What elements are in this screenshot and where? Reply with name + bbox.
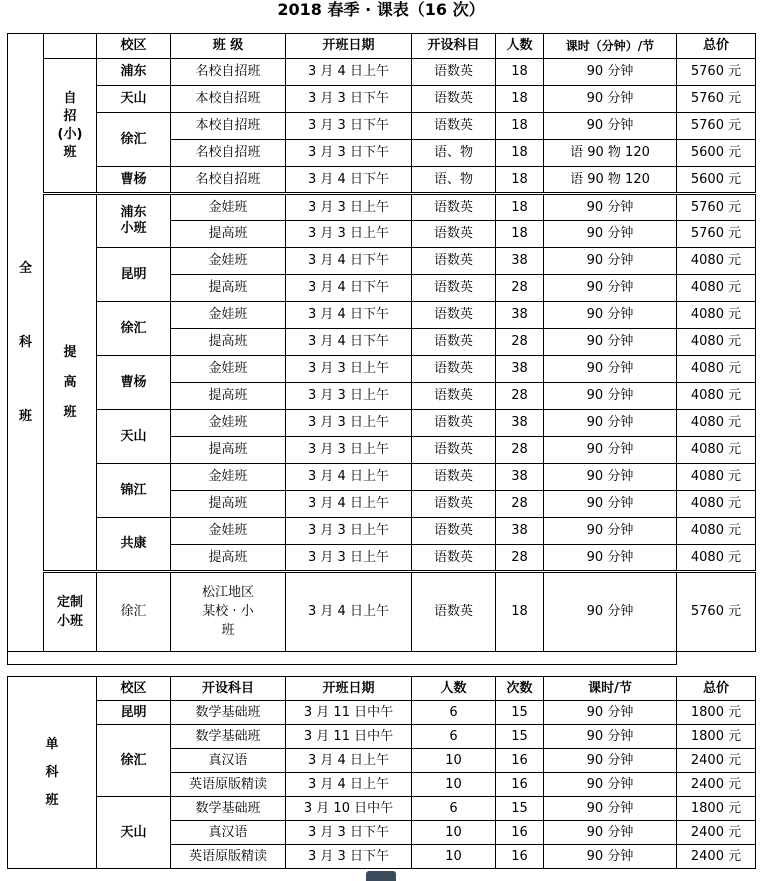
duration-cell: 90 分钟 bbox=[544, 821, 677, 845]
price-cell: 4080 元 bbox=[677, 329, 756, 356]
class-cell: 提高班 bbox=[171, 545, 286, 572]
table-row bbox=[8, 167, 756, 194]
subject-cell: 数学基础班 bbox=[171, 797, 286, 821]
class-cell: 名校自招班 bbox=[171, 59, 286, 86]
campus-cell: 锦江 bbox=[97, 464, 171, 518]
count-cell: 18 bbox=[496, 221, 544, 248]
table-row bbox=[8, 518, 756, 545]
class-cell: 名校自招班 bbox=[171, 140, 286, 167]
price-cell: 4080 元 bbox=[677, 545, 756, 572]
count-cell: 38 bbox=[496, 248, 544, 275]
count-cell: 28 bbox=[496, 545, 544, 572]
column-header: 总价 bbox=[677, 677, 756, 701]
price-cell: 5760 元 bbox=[677, 194, 756, 221]
duration-cell: 90 分钟 bbox=[544, 749, 677, 773]
column-header: 次数 bbox=[496, 677, 544, 701]
price-cell: 4080 元 bbox=[677, 518, 756, 545]
duration-cell: 90 分钟 bbox=[544, 410, 677, 437]
price-cell: 1800 元 bbox=[677, 797, 756, 821]
subject-cell: 语数英 bbox=[412, 329, 496, 356]
table-row bbox=[8, 464, 756, 491]
price-cell: 5760 元 bbox=[677, 59, 756, 86]
duration-cell: 90 分钟 bbox=[544, 329, 677, 356]
price-cell: 5600 元 bbox=[677, 140, 756, 167]
date-cell: 3 月 3 日下午 bbox=[286, 821, 412, 845]
class-cell: 提高班 bbox=[171, 383, 286, 410]
class-cell: 金娃班 bbox=[171, 518, 286, 545]
price-cell: 1800 元 bbox=[677, 701, 756, 725]
times-cell: 15 bbox=[496, 725, 544, 749]
full-group-label: 全 科 班 bbox=[8, 34, 44, 652]
subject-cell: 英语原版精读 bbox=[171, 845, 286, 869]
subject-cell: 真汉语 bbox=[171, 821, 286, 845]
duration-cell: 90 分钟 bbox=[544, 797, 677, 821]
column-header: 开班日期 bbox=[286, 34, 412, 59]
campus-cell: 徐汇 bbox=[97, 725, 171, 797]
price-cell: 4080 元 bbox=[677, 302, 756, 329]
count-cell: 38 bbox=[496, 356, 544, 383]
price-cell: 4080 元 bbox=[677, 410, 756, 437]
table-row bbox=[8, 34, 756, 59]
count-cell: 18 bbox=[496, 167, 544, 194]
price-cell: 5760 元 bbox=[677, 221, 756, 248]
date-cell: 3 月 3 日下午 bbox=[286, 140, 412, 167]
price-cell: 4080 元 bbox=[677, 491, 756, 518]
duration-cell: 90 分钟 bbox=[544, 491, 677, 518]
duration-cell: 90 分钟 bbox=[544, 275, 677, 302]
column-header: 班 级 bbox=[171, 34, 286, 59]
column-header: 总价 bbox=[677, 34, 756, 59]
duration-cell: 90 分钟 bbox=[544, 572, 677, 652]
price-cell: 4080 元 bbox=[677, 356, 756, 383]
count-cell: 10 bbox=[412, 821, 496, 845]
single-group-label: 单 科 班 bbox=[8, 677, 97, 869]
campus-cell: 徐汇 bbox=[97, 572, 171, 652]
class-cell: 金娃班 bbox=[171, 302, 286, 329]
column-header: 校区 bbox=[97, 34, 171, 59]
date-cell: 3 月 3 日上午 bbox=[286, 356, 412, 383]
class-cell: 松江地区 某校 · 小 班 bbox=[171, 572, 286, 652]
duration-cell: 90 分钟 bbox=[544, 701, 677, 725]
date-cell: 3 月 3 日上午 bbox=[286, 545, 412, 572]
table-row bbox=[8, 113, 756, 140]
table-row bbox=[8, 302, 756, 329]
count-cell: 28 bbox=[496, 437, 544, 464]
class-cell: 金娃班 bbox=[171, 464, 286, 491]
subject-cell: 英语原版精读 bbox=[171, 773, 286, 797]
date-cell: 3 月 4 日上午 bbox=[286, 773, 412, 797]
subject-cell: 语数英 bbox=[412, 302, 496, 329]
campus-cell: 徐汇 bbox=[97, 302, 171, 356]
table-row bbox=[8, 797, 756, 821]
class-cell: 本校自招班 bbox=[171, 86, 286, 113]
times-cell: 16 bbox=[496, 821, 544, 845]
price-cell: 5760 元 bbox=[677, 113, 756, 140]
class-cell: 金娃班 bbox=[171, 248, 286, 275]
duration-cell: 90 分钟 bbox=[544, 725, 677, 749]
campus-cell: 浦东 小班 bbox=[97, 194, 171, 248]
class-cell: 金娃班 bbox=[171, 356, 286, 383]
date-cell: 3 月 4 日上午 bbox=[286, 749, 412, 773]
subject-cell: 语数英 bbox=[412, 572, 496, 652]
table-row bbox=[8, 248, 756, 275]
count-cell: 10 bbox=[412, 749, 496, 773]
spacer-cell bbox=[8, 652, 677, 665]
class-cell: 提高班 bbox=[171, 221, 286, 248]
duration-cell: 90 分钟 bbox=[544, 845, 677, 869]
column-header: 课时（分钟）/节 bbox=[544, 34, 677, 59]
duration-cell: 90 分钟 bbox=[544, 518, 677, 545]
date-cell: 3 月 3 日上午 bbox=[286, 410, 412, 437]
subject-cell: 语数英 bbox=[412, 410, 496, 437]
duration-cell: 90 分钟 bbox=[544, 383, 677, 410]
price-cell: 1800 元 bbox=[677, 725, 756, 749]
price-cell: 4080 元 bbox=[677, 464, 756, 491]
subject-cell: 真汉语 bbox=[171, 749, 286, 773]
date-cell: 3 月 10 日中午 bbox=[286, 797, 412, 821]
subject-cell: 语数英 bbox=[412, 86, 496, 113]
count-cell: 38 bbox=[496, 464, 544, 491]
duration-cell: 90 分钟 bbox=[544, 464, 677, 491]
duration-cell: 90 分钟 bbox=[544, 356, 677, 383]
single-subject-table bbox=[7, 676, 756, 869]
date-cell: 3 月 4 日下午 bbox=[286, 248, 412, 275]
count-cell: 10 bbox=[412, 773, 496, 797]
subject-cell: 语数英 bbox=[412, 221, 496, 248]
class-cell: 提高班 bbox=[171, 437, 286, 464]
date-cell: 3 月 3 日下午 bbox=[286, 86, 412, 113]
duration-cell: 90 分钟 bbox=[544, 113, 677, 140]
date-cell: 3 月 4 日上午 bbox=[286, 464, 412, 491]
campus-cell: 天山 bbox=[97, 410, 171, 464]
subject-cell: 语数英 bbox=[412, 464, 496, 491]
page-title: 2018 春季 · 课表（16 次） bbox=[277, 0, 485, 19]
duration-cell: 90 分钟 bbox=[544, 86, 677, 113]
count-cell: 38 bbox=[496, 410, 544, 437]
times-cell: 16 bbox=[496, 845, 544, 869]
date-cell: 3 月 3 日上午 bbox=[286, 383, 412, 410]
count-cell: 18 bbox=[496, 86, 544, 113]
custom-label: 定制 小班 bbox=[44, 572, 97, 652]
class-cell: 金娃班 bbox=[171, 194, 286, 221]
full-subject-table bbox=[7, 33, 756, 665]
column-header: 人数 bbox=[412, 677, 496, 701]
date-cell: 3 月 4 日下午 bbox=[286, 167, 412, 194]
table-row bbox=[8, 572, 756, 652]
count-cell: 6 bbox=[412, 797, 496, 821]
class-cell: 金娃班 bbox=[171, 410, 286, 437]
date-cell: 3 月 3 日上午 bbox=[286, 518, 412, 545]
subject-cell: 语数英 bbox=[412, 491, 496, 518]
subject-cell: 语数英 bbox=[412, 248, 496, 275]
table-row bbox=[8, 59, 756, 86]
table-row bbox=[8, 677, 756, 701]
price-cell: 2400 元 bbox=[677, 773, 756, 797]
table-row bbox=[8, 86, 756, 113]
column-header: 人数 bbox=[496, 34, 544, 59]
date-cell: 3 月 3 日下午 bbox=[286, 845, 412, 869]
count-cell: 38 bbox=[496, 302, 544, 329]
date-cell: 3 月 11 日中午 bbox=[286, 725, 412, 749]
date-cell: 3 月 4 日下午 bbox=[286, 329, 412, 356]
table-row bbox=[8, 701, 756, 725]
column-header: 开设科目 bbox=[412, 34, 496, 59]
subject-cell: 语、物 bbox=[412, 167, 496, 194]
subject-cell: 语数英 bbox=[412, 356, 496, 383]
count-cell: 18 bbox=[496, 194, 544, 221]
duration-cell: 90 分钟 bbox=[544, 194, 677, 221]
price-cell: 2400 元 bbox=[677, 749, 756, 773]
date-cell: 3 月 4 日下午 bbox=[286, 302, 412, 329]
duration-cell: 语 90 物 120 bbox=[544, 140, 677, 167]
duration-cell: 90 分钟 bbox=[544, 302, 677, 329]
table-row bbox=[8, 652, 756, 665]
subject-cell: 语数英 bbox=[412, 518, 496, 545]
count-cell: 6 bbox=[412, 725, 496, 749]
duration-cell: 90 分钟 bbox=[544, 773, 677, 797]
class-cell: 提高班 bbox=[171, 491, 286, 518]
subject-cell: 语数英 bbox=[412, 194, 496, 221]
subject-cell: 语数英 bbox=[412, 275, 496, 302]
duration-cell: 90 分钟 bbox=[544, 221, 677, 248]
count-cell: 28 bbox=[496, 491, 544, 518]
date-cell: 3 月 3 日上午 bbox=[286, 221, 412, 248]
count-cell: 18 bbox=[496, 59, 544, 86]
subject-cell: 语、物 bbox=[412, 140, 496, 167]
subject-cell: 语数英 bbox=[412, 59, 496, 86]
count-cell: 10 bbox=[412, 845, 496, 869]
campus-cell: 曹杨 bbox=[97, 167, 171, 194]
column-header: 校区 bbox=[97, 677, 171, 701]
table-row bbox=[8, 410, 756, 437]
price-cell: 5760 元 bbox=[677, 572, 756, 652]
date-cell: 3 月 4 日上午 bbox=[286, 59, 412, 86]
times-cell: 15 bbox=[496, 797, 544, 821]
campus-cell: 曹杨 bbox=[97, 356, 171, 410]
campus-cell: 徐汇 bbox=[97, 113, 171, 167]
date-cell: 3 月 4 日下午 bbox=[286, 275, 412, 302]
date-cell: 3 月 4 日上午 bbox=[286, 572, 412, 652]
subject-cell: 语数英 bbox=[412, 383, 496, 410]
times-cell: 15 bbox=[496, 701, 544, 725]
count-cell: 18 bbox=[496, 572, 544, 652]
class-cell: 提高班 bbox=[171, 329, 286, 356]
duration-cell: 90 分钟 bbox=[544, 59, 677, 86]
date-cell: 3 月 4 日上午 bbox=[286, 491, 412, 518]
count-cell: 28 bbox=[496, 275, 544, 302]
count-cell: 28 bbox=[496, 383, 544, 410]
duration-cell: 90 分钟 bbox=[544, 248, 677, 275]
table-row bbox=[8, 194, 756, 221]
times-cell: 16 bbox=[496, 749, 544, 773]
class-cell: 提高班 bbox=[171, 275, 286, 302]
column-header: 课时/节 bbox=[544, 677, 677, 701]
count-cell: 28 bbox=[496, 329, 544, 356]
column-header: 开设科目 bbox=[171, 677, 286, 701]
subject-cell: 语数英 bbox=[412, 113, 496, 140]
date-cell: 3 月 3 日下午 bbox=[286, 113, 412, 140]
price-cell: 4080 元 bbox=[677, 248, 756, 275]
price-cell: 4080 元 bbox=[677, 275, 756, 302]
duration-cell: 90 分钟 bbox=[544, 545, 677, 572]
tigao-label: 提 高 班 bbox=[44, 194, 97, 572]
count-cell: 18 bbox=[496, 140, 544, 167]
date-cell: 3 月 3 日上午 bbox=[286, 437, 412, 464]
table-row bbox=[8, 356, 756, 383]
zizhao-label: 自 招 (小) 班 bbox=[44, 59, 97, 194]
price-cell: 5600 元 bbox=[677, 167, 756, 194]
price-cell: 4080 元 bbox=[677, 383, 756, 410]
price-cell: 4080 元 bbox=[677, 437, 756, 464]
count-cell: 38 bbox=[496, 518, 544, 545]
table-row bbox=[8, 725, 756, 749]
count-cell: 6 bbox=[412, 701, 496, 725]
campus-cell: 天山 bbox=[97, 797, 171, 869]
campus-cell: 共康 bbox=[97, 518, 171, 572]
campus-cell: 浦东 bbox=[97, 59, 171, 86]
times-cell: 16 bbox=[496, 773, 544, 797]
scroll-marker bbox=[366, 871, 396, 881]
subject-cell: 数学基础班 bbox=[171, 725, 286, 749]
subject-cell: 语数英 bbox=[412, 437, 496, 464]
price-cell: 2400 元 bbox=[677, 845, 756, 869]
campus-cell: 昆明 bbox=[97, 248, 171, 302]
duration-cell: 语 90 物 120 bbox=[544, 167, 677, 194]
subject-cell: 数学基础班 bbox=[171, 701, 286, 725]
price-cell: 5760 元 bbox=[677, 86, 756, 113]
date-cell: 3 月 11 日中午 bbox=[286, 701, 412, 725]
campus-cell: 昆明 bbox=[97, 701, 171, 725]
campus-cell: 天山 bbox=[97, 86, 171, 113]
price-cell: 2400 元 bbox=[677, 821, 756, 845]
duration-cell: 90 分钟 bbox=[544, 437, 677, 464]
class-cell: 名校自招班 bbox=[171, 167, 286, 194]
column-header: 开班日期 bbox=[286, 677, 412, 701]
subject-cell: 语数英 bbox=[412, 545, 496, 572]
date-cell: 3 月 3 日上午 bbox=[286, 194, 412, 221]
zizhao-label bbox=[44, 34, 97, 59]
count-cell: 18 bbox=[496, 113, 544, 140]
class-cell: 本校自招班 bbox=[171, 113, 286, 140]
